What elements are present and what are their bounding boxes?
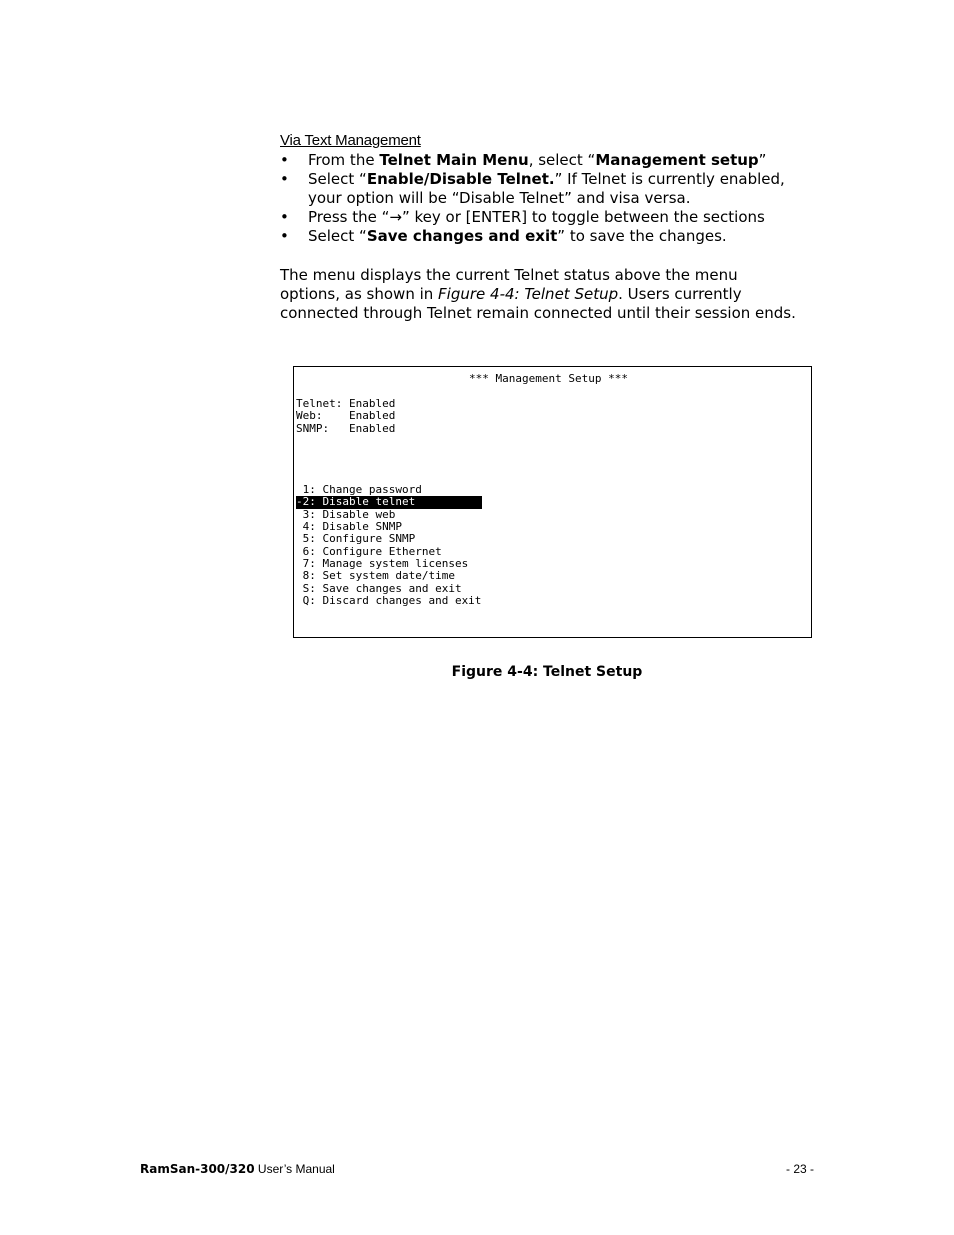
instruction-list [280,151,810,246]
status-telnet: Telnet: Enabled [296,397,396,410]
list-item: • Press the “→” key or [ENTER] to toggle between the sections [280,208,810,227]
list-item: • From the Telnet Main Menu, select “Management setup” [280,151,810,170]
terminal-title: *** Management Setup *** [469,372,628,385]
section-heading: Via Text Management [280,132,421,149]
menu-item-manage-licenses[interactable]: 7: Manage system licenses [296,557,469,571]
menu-item-set-date-time[interactable]: 8: Set system date/time [296,569,455,583]
menu-item-discard-exit[interactable]: Q: Discard changes and exit [296,594,482,608]
menu-item-change-password[interactable]: 1: Change password [296,483,422,496]
footer-title: RamSan-300/320 User’s Manual [140,1162,335,1176]
figure-reference: Figure 4-4: Telnet Setup [438,285,619,303]
menu-item-disable-telnet[interactable]: -2: Disable telnet [296,496,482,508]
list-item: • Select “Save changes and exit” to save the changes. [280,227,810,246]
status-web: Web: Enabled [296,409,396,423]
menu-item-disable-web[interactable]: 3: Disable web [296,507,396,521]
menu-item-disable-snmp[interactable]: 4: Disable SNMP [296,520,402,534]
body-paragraph: The menu displays the current Telnet status above the menu options, as shown in Figure 4-4: Telnet Setup. Users currently connected through Telnet remain connected until their session ends. [280,266,796,322]
menu-item-save-exit[interactable]: S: Save changes and exit [296,581,462,595]
figure-caption: Figure 4-4: Telnet Setup [451,664,643,680]
page-number: - 23 - [785,1162,814,1176]
status-block [296,398,395,435]
menu-item-configure-ethernet[interactable]: 6: Configure Ethernet [296,544,442,558]
terminal-menu [296,484,482,607]
terminal-screenshot [293,366,812,638]
menu-item-configure-snmp[interactable]: 5: Configure SNMP [296,532,416,546]
list-item: • Select “Enable/Disable Telnet.” If Telnet is currently enabled, your option will be “Disable Telnet” and visa versa. [280,170,810,208]
status-snmp: SNMP: Enabled [296,421,396,435]
